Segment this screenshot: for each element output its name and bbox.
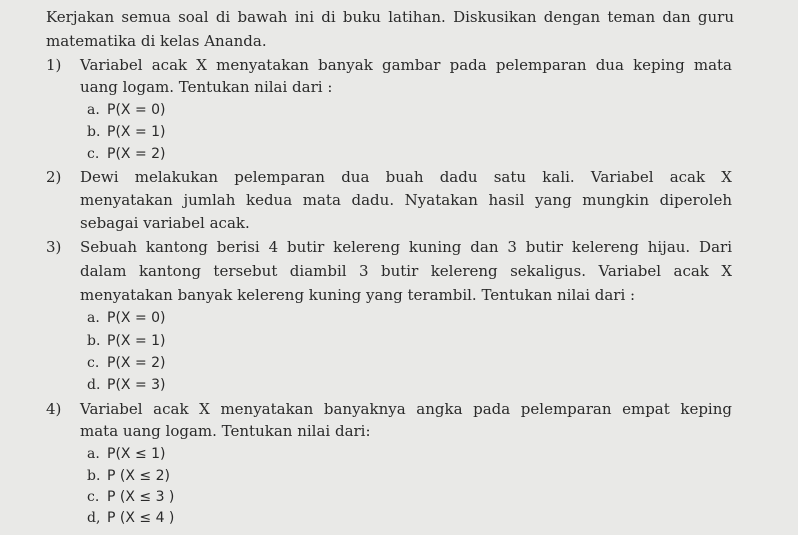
- q1-line-1: Variabel acak X menyatakan banyak gambar pada pelemparan dua keping mata: [80, 56, 732, 74]
- q4-option-c: [87, 487, 775, 507]
- option-expression: P(X = 0): [107, 102, 166, 118]
- q4-option-b: [87, 466, 775, 486]
- q3-option-d: [87, 375, 775, 395]
- q2-line-2: menyatakan jumlah kedua mata dadu. Nyatakan hasil yang mungkin diperoleh: [80, 191, 732, 209]
- option-label: c.: [87, 355, 100, 371]
- q1-option-b: [87, 122, 775, 142]
- option-label: d,: [87, 510, 101, 526]
- q1-line-2: uang logam. Tentukan nilai dari :: [80, 78, 333, 96]
- option-label: c.: [87, 489, 100, 505]
- q1-option-c: [87, 144, 775, 164]
- q4-line-2: mata uang logam. Tentukan nilai dari:: [80, 422, 371, 440]
- option-expression: P (X ≤ 2): [107, 468, 170, 484]
- q3-number: 3): [46, 238, 62, 256]
- q3-line-2: dalam kantong tersebut diambil 3 butir kelereng sekaligus. Variabel acak X: [80, 262, 732, 280]
- option-expression: P(X ≤ 1): [107, 446, 166, 462]
- option-label: a.: [87, 446, 100, 462]
- q4-option-a: [87, 444, 775, 464]
- option-label: b.: [87, 124, 101, 140]
- q4-option-d: [87, 508, 775, 528]
- q4-line-1: Variabel acak X menyatakan banyaknya angka pada pelemparan empat keping: [80, 400, 732, 418]
- option-label: d.: [87, 377, 101, 393]
- option-expression: P(X = 2): [107, 146, 166, 162]
- option-expression: P(X = 2): [107, 355, 166, 371]
- q1-number: 1): [46, 56, 62, 74]
- q2-line-3: sebagai variabel acak.: [80, 214, 250, 232]
- q3-option-b: [87, 331, 775, 351]
- q1-option-a: [87, 100, 775, 120]
- option-expression: P(X = 0): [107, 310, 166, 326]
- q3-line-3: menyatakan banyak kelereng kuning yang terambil. Tentukan nilai dari :: [80, 286, 636, 304]
- q3-line-1: Sebuah kantong berisi 4 butir kelereng kuning dan 3 butir kelereng hijau. Dari: [80, 238, 732, 256]
- option-expression: P(X = 3): [107, 377, 166, 393]
- intro-line-2: matematika di kelas Ananda.: [46, 32, 267, 50]
- intro-line-1: Kerjakan semua soal di bawah ini di buku latihan. Diskusikan dengan teman dan guru: [46, 8, 734, 26]
- q4-number: 4): [46, 400, 62, 418]
- option-label: b.: [87, 333, 101, 349]
- q2-line-1: Dewi melakukan pelemparan dua buah dadu satu kali. Variabel acak X: [80, 168, 732, 186]
- option-label: a.: [87, 102, 100, 118]
- option-expression: P (X ≤ 3 ): [107, 489, 175, 505]
- option-expression: P(X = 1): [107, 124, 166, 140]
- q3-option-a: [87, 308, 775, 328]
- q3-option-c: [87, 353, 775, 373]
- option-label: c.: [87, 146, 100, 162]
- option-label: a.: [87, 310, 100, 326]
- option-expression: P(X = 1): [107, 333, 166, 349]
- q2-number: 2): [46, 168, 62, 186]
- option-label: b.: [87, 468, 101, 484]
- option-expression: P (X ≤ 4 ): [107, 510, 175, 526]
